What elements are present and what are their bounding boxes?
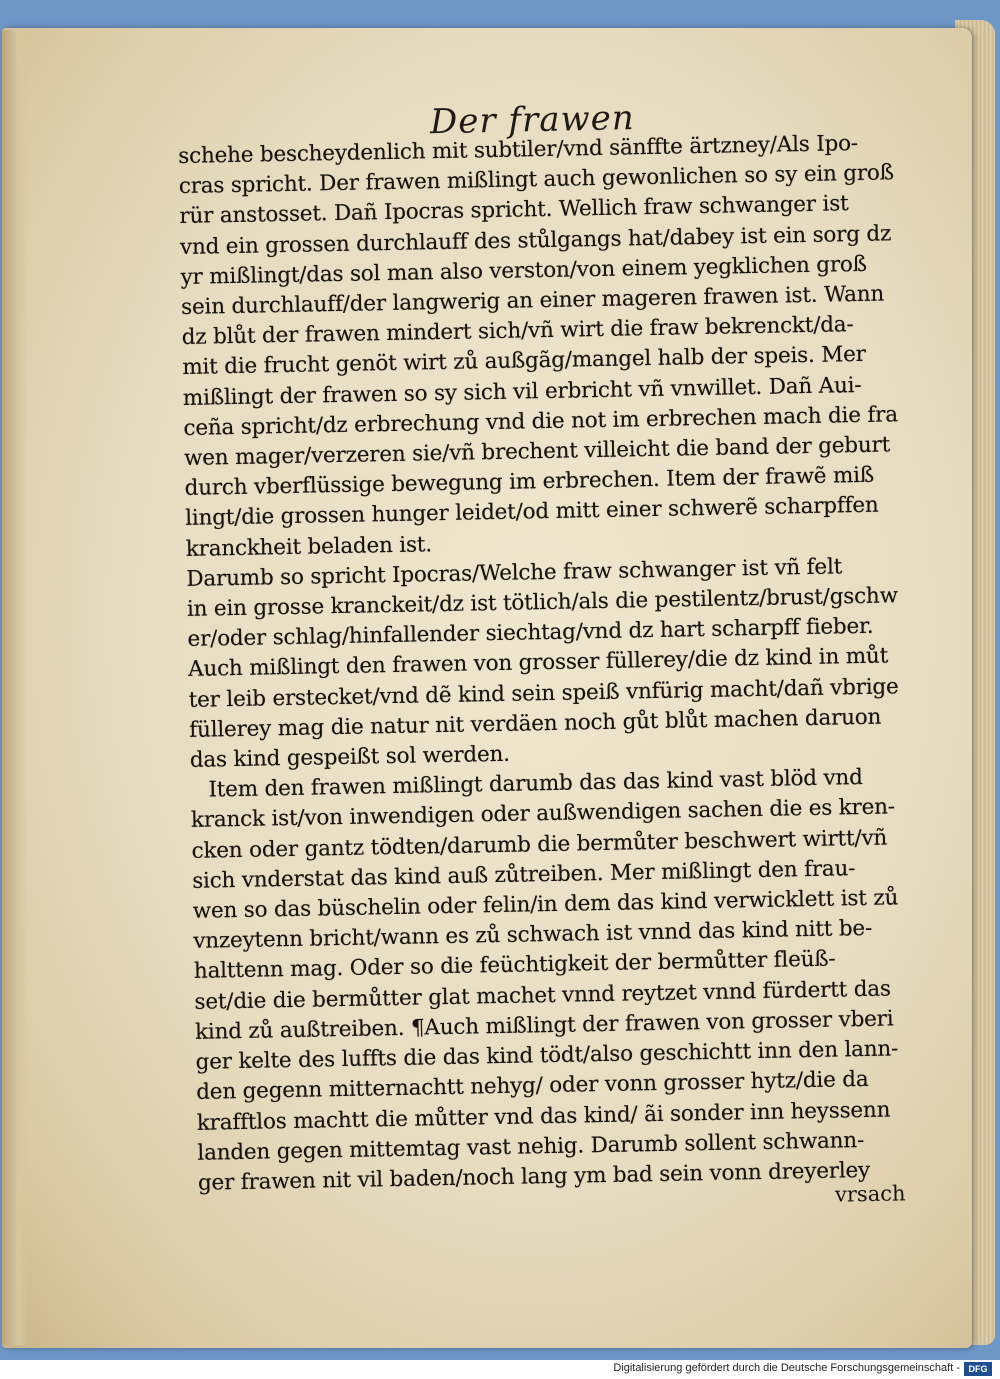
text-line: ger frawen nit vil baden/noch lang ym bad sein vonn dreyerley <box>197 1157 871 1196</box>
text-line: füllerey mag die natur nit verdäen noch gůt blůt machen daruon <box>189 704 882 743</box>
text-line: rür anstosset. Dañ Ipocras spricht. Wellich fraw schwanger ist <box>179 191 849 230</box>
text-line: Darumb so spricht Ipocras/Welche fraw schwanger ist vñ felt <box>186 554 843 592</box>
text-line: schehe bescheydenlich mit subtiler/vnd sänffte ärtzney/Als Ipo- <box>178 130 859 169</box>
footer <box>0 1360 1000 1379</box>
text-line: durch vberflüssige bewegung im erbrechen. Item der frawẽ miß <box>184 462 875 502</box>
text-line: Auch mißlingt den frawen von grosser füllerey/die dz kind in můt <box>187 643 889 683</box>
text-line: kranck ist/von inwendigen oder außwendigen sachen die es kren- <box>190 794 896 834</box>
text-line: cras spricht. Der frawen mißlingt auch gewonlichen so sy ein groß <box>178 160 895 200</box>
text-line: in ein grosse kranckeit/dz ist tötlich/als die pestilentz/brust/gschw <box>186 583 899 622</box>
text-line: wen so das büschelin oder felin/in dem das kind verwicklett ist zů <box>192 885 899 924</box>
text-line: yr mißlingt/das sol man also verston/von einem yegklichen groß <box>180 251 868 290</box>
text-line: sich vnderstat das kind auß zůtreiben. Mer mißlingt den frau- <box>191 856 856 894</box>
text-line: cken oder gantz tödten/darumb die bermůter beschwert wirtt/vñ <box>191 825 888 864</box>
text-line: dz blůt der frawen mindert sich/vñ wirt die fraw bekrenckt/da- <box>181 312 854 351</box>
text-line: vnzeytenn bricht/wann es zů schwach ist vnnd das kind nitt be- <box>193 916 873 955</box>
text-line: kranckheit beladen ist. <box>185 531 433 562</box>
running-head: Der frawen <box>429 98 636 143</box>
text-line: lingt/die grossen hunger leidet/od mitt einer schwerẽ scharpffen <box>184 493 879 532</box>
text-line: halttenn mag. Oder so die feüchtigkeit der bermůtter fleüß- <box>193 947 836 985</box>
text-line: Item den frawen mißlingt darumb das das kind vast blöd vnd <box>208 765 863 803</box>
footer-credit: Digitalisierung gefördert durch die Deutsche Forschungsgemeinschaft - <box>613 1362 960 1374</box>
text-line: er/oder schlag/hinfallender siechtag/vnd dz hart scharpff fieber. <box>187 613 874 653</box>
text-line: krafftlos machtt die můtter vnd das kind/ ãi sonder inn heyssenn <box>196 1097 891 1136</box>
text-line: mit die frucht genöt wirt zů außgãg/mangel halb der speis. Mer <box>182 342 866 381</box>
dfg-logo: DFG <box>964 1362 992 1376</box>
text-line: das kind gespeißt sol werden. <box>189 741 511 773</box>
catchword: vrsach <box>834 1181 906 1207</box>
text-line: wen mager/verzeren sie/vñ brechent villeicht die band der geburt <box>183 432 891 471</box>
text-line: ger kelte des luffts die das kind tödt/also geschichtt inn den lann- <box>195 1036 899 1075</box>
text-line: ter leib erstecket/vnd dẽ kind sein speiß vnfürig macht/dañ vbrige <box>188 673 899 713</box>
book-gutter <box>2 30 28 1345</box>
text-line: ceña spricht/dz erbrechung vnd die not im erbrechen mach die fra <box>183 402 899 441</box>
text-line: den gegenn mitternachtt nehyg/ oder vonn grosser hytz/die da <box>196 1067 869 1106</box>
text-line: vnd ein grossen durchlauff des stůlgangs hat/dabey ist ein sorg dz <box>179 220 892 260</box>
text-block <box>178 128 928 1199</box>
text-line: kind zů außtreiben. ¶Auch mißlingt der frawen von grosser vberi <box>194 1006 894 1045</box>
text-line: mißlingt der frawen so sy sich vil erbricht vñ vnwillet. Dañ Aui- <box>182 372 862 411</box>
text-line: set/die die bermůtter glat machet vnnd reytzet vnnd fürdertt das <box>194 976 891 1015</box>
text-line: sein durchlauff/der langwerig an einer mageren frawen ist. Wann <box>180 281 885 320</box>
text-line: landen gegen mittemtag vast nehig. Darumb sollent schwann- <box>197 1127 865 1166</box>
